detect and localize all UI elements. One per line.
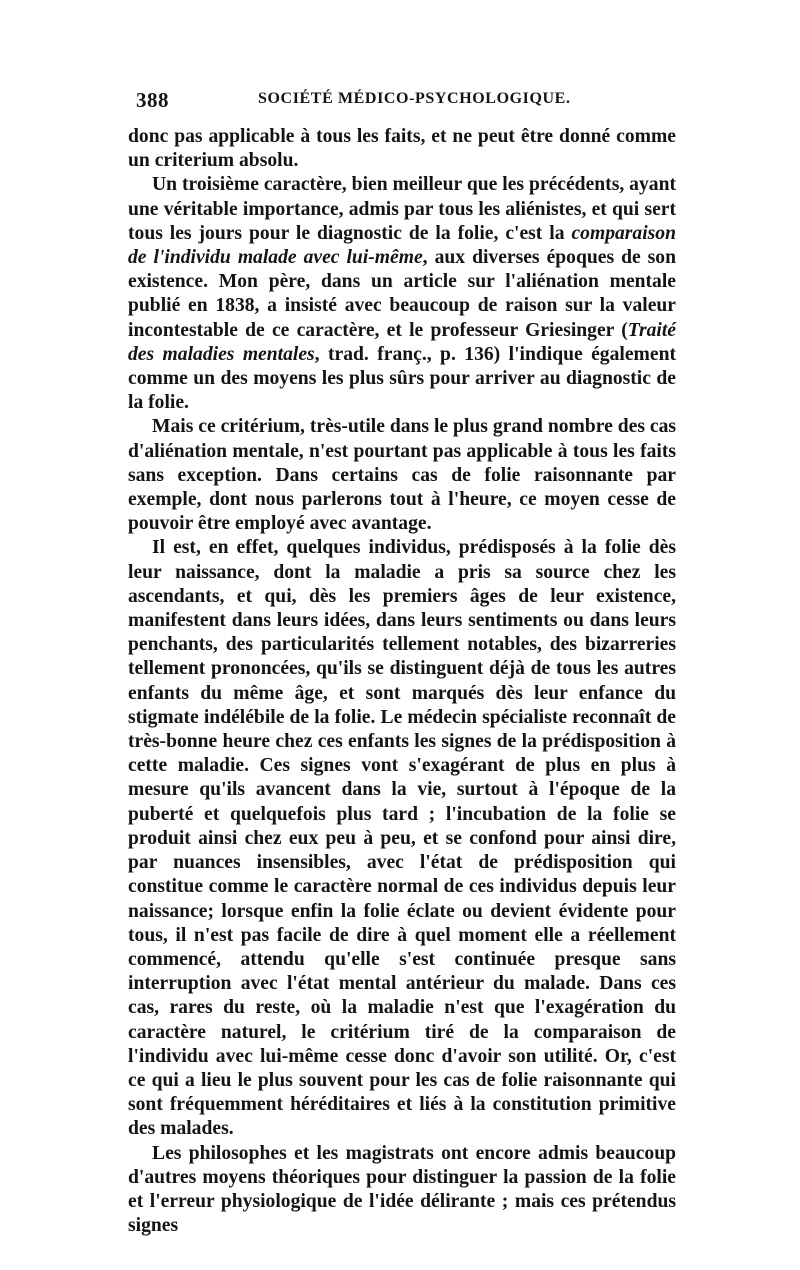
paragraph-text-before: Un troisième caractère, bien meilleur que les précédents, ayant une véritable importance, admis par tous les aliénistes, et qui sert tous les jours pour le diagnostic de la folie, c'est la [128, 174, 676, 244]
paragraph-predisposed-individuals: Il est, en effet, quelques individus, prédisposés à la folie dès leur naissance, dont la maladie a pris sa source chez les ascendants, et qui, dès les premiers âges de leur existence, manifestent dans leurs idées, dans leurs sentiments ou dans leurs penchants, des particularités tellement notables, des bizarreries tellement prononcées, qu'ils se distinguent déjà de tous les autres enfants du même âge, et sont marqués dès leur enfance du stigmate indélébile de la folie. Le médecin spécialiste reconnaît de très-bonne heure chez ces enfants les signes de la prédisposition à cette maladie. Ces signes vont s'exagérant de plus en plus à mesure qu'ils avancent dans la vie, surtout à l'époque de la puberté et quelquefois plus tard ; l'incubation de la folie se produit ainsi chez eux peu à peu, et se confond pour ainsi dire, par nuances insensibles, avec l'état de prédisposition qui constitue comme le caractère normal de ces individus depuis leur naissance; lorsque enfin la folie éclate ou devient évidente pour tous, il n'est pas facile de dire à quel moment elle a réellement commencé, attendu qu'elle s'est continuée presque sans interruption avec l'état mental antérieur du malade. Dans ces cas, rares du reste, où la maladie n'est que l'exagération du caractère naturel, le critérium tiré de la comparaison de l'individu avec lui-même cesse donc d'avoir son utilité. Or, c'est ce qui a lieu le plus souvent pour les cas de folie raisonnante qui sont fréquemment héréditaires et liés à la constitution primitive des malades. [128, 537, 676, 1140]
paragraph-text-middle: , aux diverses époques de son existence. Mon père, dans un article sur l'aliénation mentale publié en 1838, a insisté avec beaucoup de raison sur la valeur incontestable de ce caractère, et le professeur Griesinger ( [128, 247, 676, 341]
paragraph-philosophers: Les philosophes et les magistrats ont encore admis beaucoup d'autres moyens théoriques pour distinguer la passion de la folie et l'erreur physiologique de l'idée délirante ; mais ces prétendus signes [128, 1142, 676, 1237]
paragraph-third-character [128, 173, 676, 415]
italic-book-title: Traité des maladies mentales [128, 319, 676, 365]
body-text [128, 125, 676, 1238]
running-title: SOCIÉTÉ MÉDICO-PSYCHOLOGIQUE. [258, 90, 571, 107]
paragraph-continuation: donc pas applicable à tous les faits, et ne peut être donné comme un criterium absolu. [128, 126, 676, 172]
italic-phrase-comparison: comparaison de l'individu malade avec lui-même [128, 222, 676, 269]
paragraph-text-after: , trad. franç., p. 136) l'indique également comme un des moyens les plus sûrs pour arriver au diagnostic de la folie. [128, 343, 676, 414]
paragraph-criterium-limits: Mais ce critérium, très-utile dans le plus grand nombre des cas d'aliénation mentale, n'est pourtant pas applicable à tous les faits sans exception. Dans certains cas de folie raisonnante par exemple, dont nous parlerons tout à l'heure, ce moyen cesse de pouvoir être employé avec avantage. [128, 416, 676, 535]
page-number: 388 [136, 88, 169, 112]
running-head [136, 88, 676, 114]
